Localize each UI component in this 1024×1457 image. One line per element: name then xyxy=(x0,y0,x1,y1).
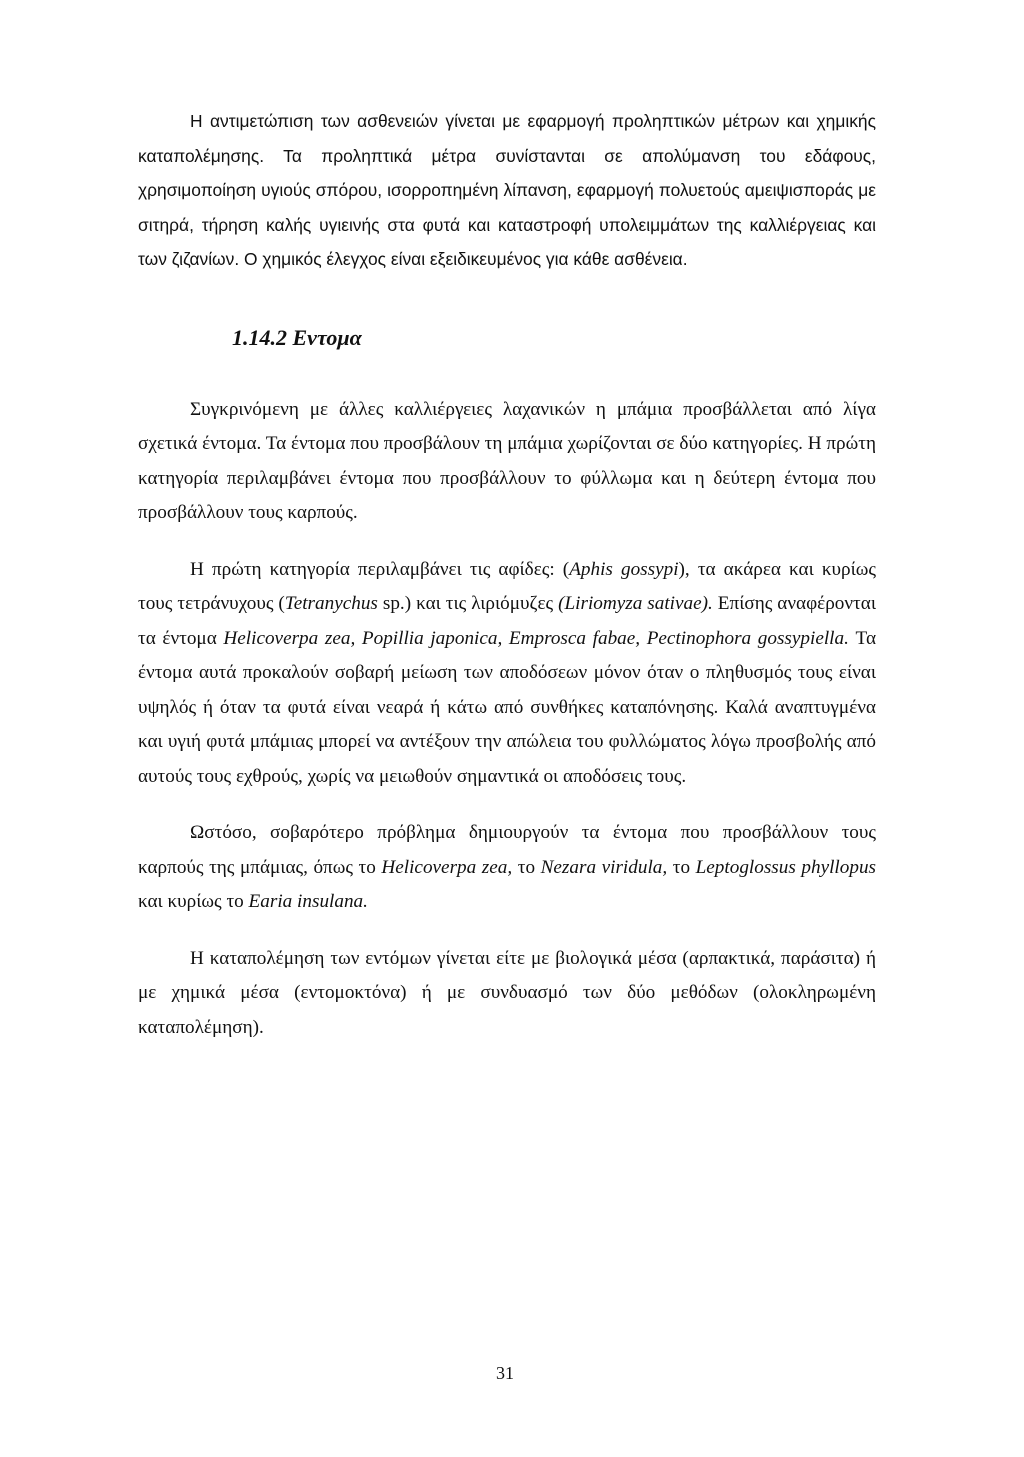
spacer xyxy=(138,355,876,393)
text-run: Τα έντομα αυτά προκαλούν σοβαρή μείωση των αποδόσεων μόνον όταν ο πληθυσμός τους είναι υψηλός ή όταν τα φυτά είναι νεαρά ή κάτω από συνθήκες καταπόνησης. Καλά αναπτυγμένα και υγιή φυτά μπάμιας μπορεί να αντέξουν την απώλεια του φυλλώματος λόγω προσβολής από αυτούς τους εχθρούς, χωρίς να μειωθούν σημαντικά οι αποδόσεις τους. xyxy=(138,627,877,787)
species-name: Earia insulana. xyxy=(248,891,368,912)
paragraph-fruit-insects xyxy=(138,816,876,920)
page-number: 31 xyxy=(496,1363,514,1383)
species-name: Leptoglossus phyllopus xyxy=(695,856,877,878)
species-name: Helicoverpa zea, xyxy=(381,856,513,878)
text-run: το xyxy=(512,856,541,878)
spacer xyxy=(138,920,876,942)
text-run: και κυρίως το xyxy=(138,891,249,912)
paragraph-insect-control: Η καταπολέμηση των εντόμων γίνεται είτε με βιολογικά μέσα (αρπακτικά, παράσιτα) ή με χημικά μέσα (εντομοκτόνα) ή με συνδυασμό των δύο μεθόδων (ολοκληρωμένη καταπολέμηση). xyxy=(138,947,876,1038)
text-run: Ωστόσο, σοβαρότερο πρόβλημα δημιουργούν τα έντομα που προσβάλλουν τους καρπούς της μπάμιας, όπως το xyxy=(138,822,876,878)
spacer xyxy=(138,794,876,816)
document-page xyxy=(138,104,876,1045)
section-heading: 1.14.2 Εντομα xyxy=(232,324,362,350)
spacer xyxy=(138,531,876,553)
paragraph-foliage-insects xyxy=(138,553,876,795)
text-run: Επίσης αναφέρονται τα έντομα xyxy=(138,593,876,649)
species-name: Nezara viridula, xyxy=(540,856,668,878)
text-run: το xyxy=(667,856,696,878)
species-name: Tetranychus xyxy=(284,593,378,614)
text-run: ), τα ακάρεα και κυρίως τους τετράνυχους ( xyxy=(138,558,876,614)
paragraph-disease-control: Η αντιμετώπιση των ασθενειών γίνεται με εφαρμογή προληπτικών μέτρων και χημικής καταπολέμησης. Τα προληπτικά μέτρα συνίστανται σε απολύμανση του εδάφους, χρησιμοποίηση υγιούς σπόρου, ισορροπημένη λίπανση, εφαρμογή πολυετούς αμειψισποράς με σιτηρά, τήρηση καλής υγιεινής στα φυτά και καταστροφή υπολειμμάτων της καλλιέργειας και των ζιζανίων. Ο χημικός έλεγχος είναι εξειδικευμένος για κάθε ασθένεια. xyxy=(138,111,876,269)
text-run: Η πρώτη κατηγορία περιλαμβάνει τις αφίδες: ( xyxy=(190,558,570,580)
text-run: sp.) και τις λιριόμυζες xyxy=(377,593,559,614)
spacer xyxy=(138,277,876,321)
paragraph-insects-intro: Συγκρινόμενη με άλλες καλλιέργειες λαχανικών η μπάμια προσβάλλεται από λίγα σχετικά έντομα. Τα έντομα που προσβάλουν τη μπάμια χωρίζονται σε δύο κατηγορίες. Η πρώτη κατηγορία περιλαμβάνει έντομα που προσβάλλουν το φύλλωμα και η δεύτερη έντομα που προσβάλλουν τους καρπούς. xyxy=(138,398,876,523)
species-name: Aphis gossypi xyxy=(569,558,679,580)
species-name: (Liriomyza sativae). xyxy=(558,593,713,614)
species-name: Helicoverpa zea, Popillia japonica, Emprosca fabae, Pectinophora gossypiella. xyxy=(223,627,849,649)
